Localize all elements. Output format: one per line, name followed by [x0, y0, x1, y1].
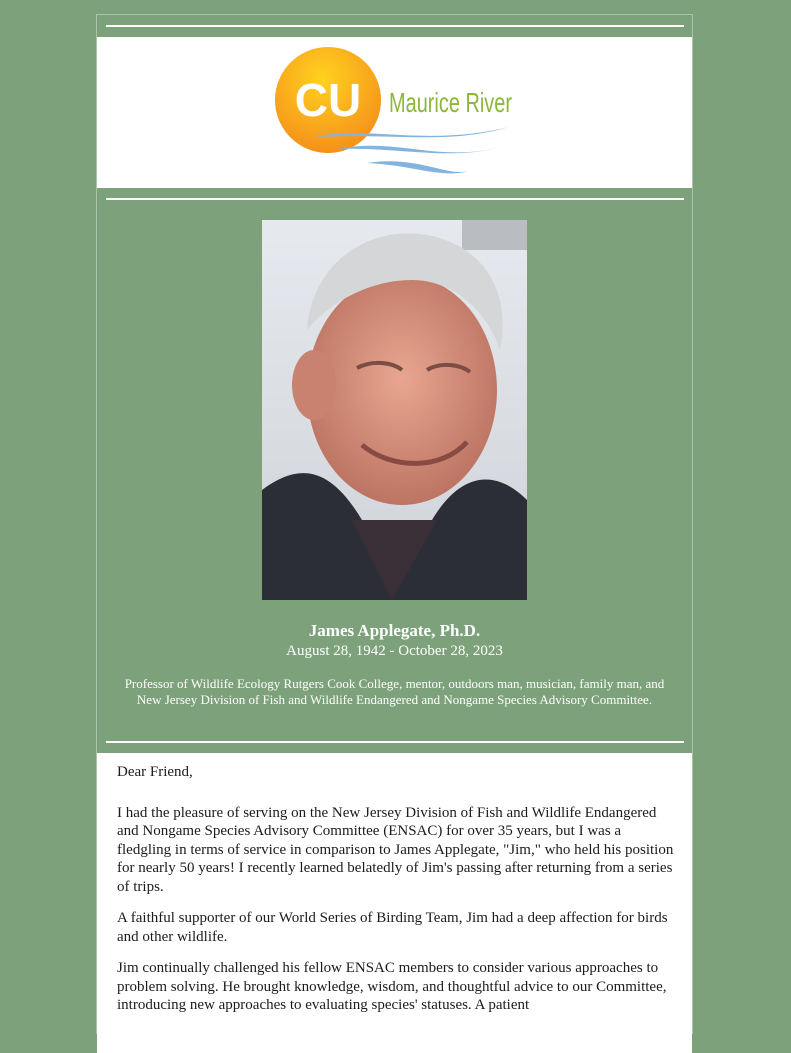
letter-greeting: Dear Friend, — [117, 764, 193, 780]
letter-paragraph: Jim continually challenged his fellow ENSAC members to consider various approaches to problem solving. He brought knowledge, wisdom, and thoughtful advice to our Committee, introducing new approaches to evaluating species' statuses. A patient — [117, 960, 667, 1013]
letter-paragraph: I had the pleasure of serving on the New Jersey Division of Fish and Wildlife Endangered and Nongame Species Advisory Committee (ENSAC) for over 35 years, but I was a fledgling in terms of service in comparison to James Applegate, "Jim," who held his position for nearly 50 years! I recently learned belatedly of Jim's passing after returning from a series of trips. — [117, 804, 674, 895]
tribute-description: Professor of Wildlife Ecology Rutgers Cook College, mentor, outdoors man, musician, family man, and New Jersey Division of Fish and Wildlife Endangered and Nongame Species Advisory Committee. — [124, 676, 665, 707]
cu-maurice-river-logo — [97, 37, 692, 188]
top-divider — [106, 25, 684, 27]
tribute-dates: August 28, 1942 - October 28, 2023 — [286, 643, 503, 659]
letter-paragraph: A faithful supporter of our World Series of Birding Team, Jim had a deep affection for birds and other wildlife. — [117, 910, 668, 945]
photo-top-divider — [106, 198, 684, 200]
logo-banner — [97, 37, 692, 188]
tribute-name: James Applegate, Ph.D. — [308, 621, 481, 640]
letter-top-divider — [106, 741, 684, 743]
logo-name: Maurice River — [389, 87, 512, 118]
wave-icon — [337, 146, 502, 154]
portrait-photo — [262, 220, 527, 600]
letter-body — [97, 753, 692, 1053]
logo-initials: CU — [294, 74, 362, 126]
wave-icon — [367, 161, 469, 173]
